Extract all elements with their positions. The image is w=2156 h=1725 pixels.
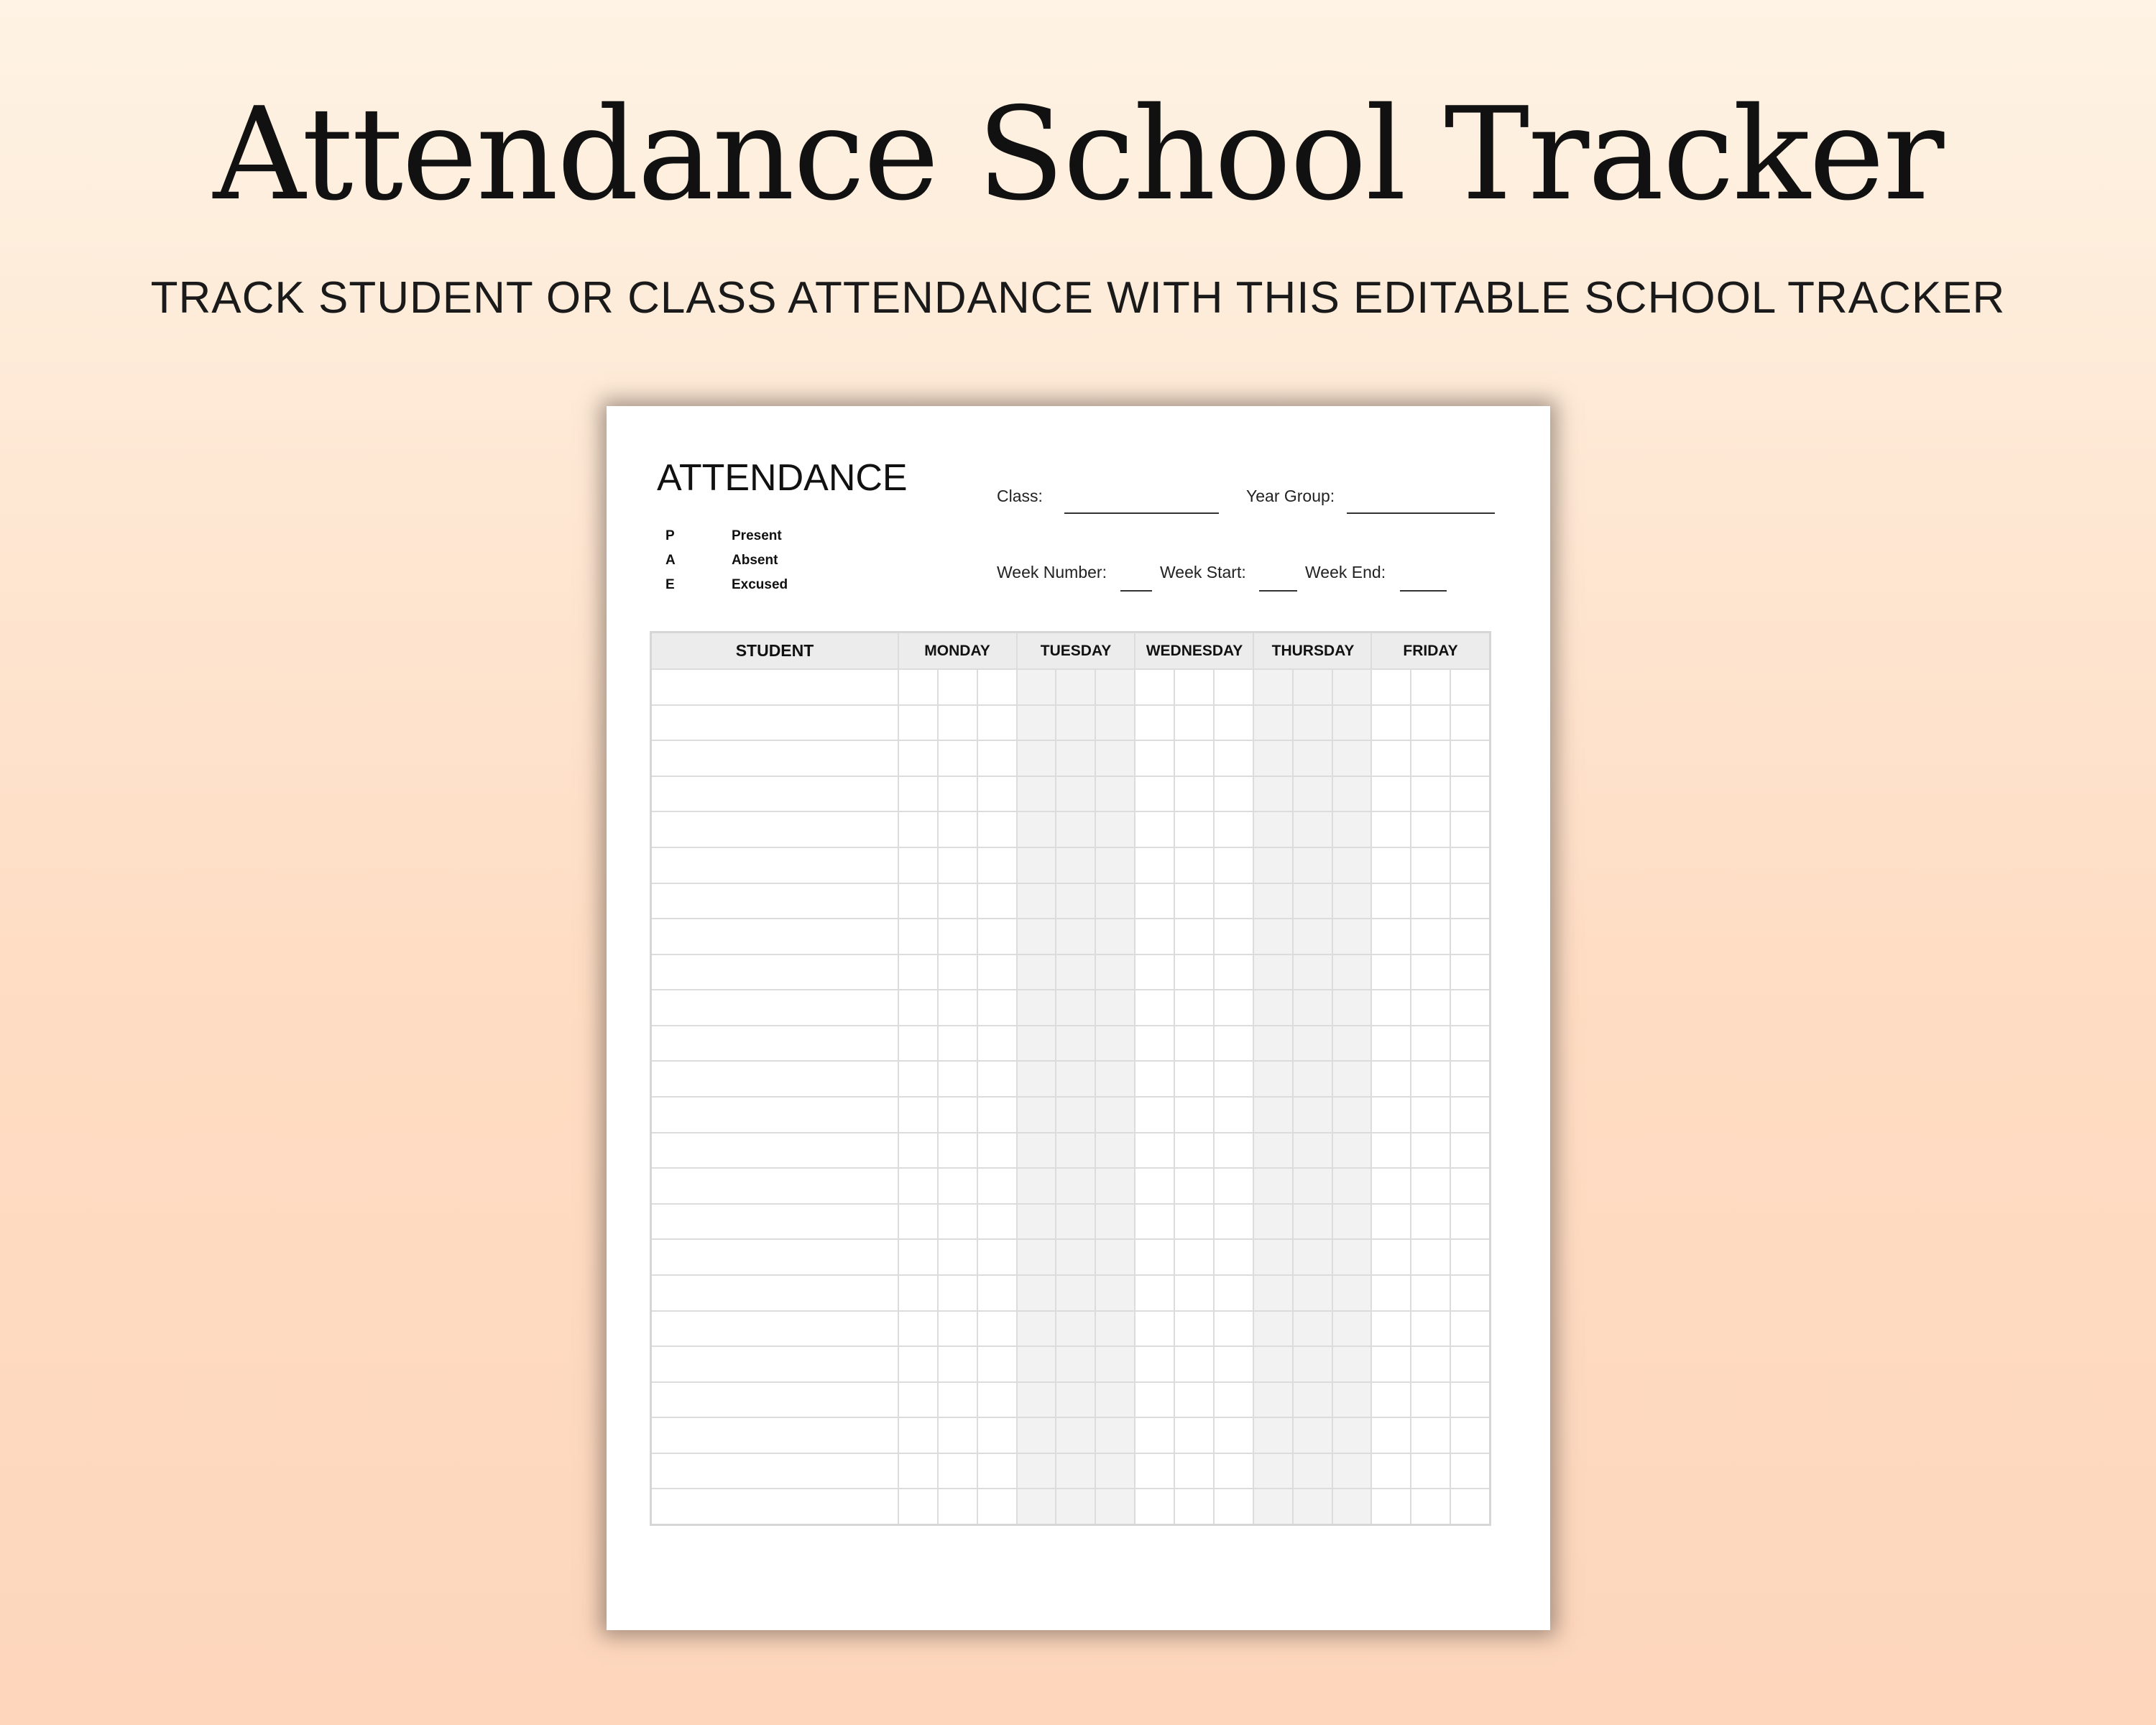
row-divider [652, 1346, 1489, 1347]
row-divider [652, 1167, 1489, 1169]
friday-column-header: FRIDAY [1403, 643, 1458, 659]
day-column-divider [1016, 633, 1018, 1524]
legend-code: P [665, 528, 675, 543]
legend-code: E [665, 577, 675, 592]
tuesday-shaded-column [1017, 633, 1135, 1524]
row-divider [652, 668, 1489, 670]
banner-subtitle: TRACK STUDENT OR CLASS ATTENDANCE WITH THIS EDITABLE SCHOOL TRACKER [150, 273, 2006, 323]
row-divider [652, 1096, 1489, 1098]
legend-item [665, 525, 852, 550]
monday-column-header: MONDAY [924, 643, 990, 659]
subcolumn-divider [1292, 668, 1294, 1524]
subcolumn-divider [1450, 668, 1451, 1524]
legend-label: Excused [732, 577, 788, 592]
row-divider [652, 811, 1489, 812]
class-label: Class: [997, 487, 1043, 505]
row-divider [652, 1025, 1489, 1026]
year-group-field[interactable] [1347, 512, 1495, 514]
student-column-header: STUDENT [735, 641, 814, 660]
row-divider [652, 704, 1489, 706]
day-column-divider [898, 633, 899, 1524]
row-divider [652, 776, 1489, 777]
row-divider [652, 989, 1489, 990]
legend [665, 525, 852, 599]
day-column-divider [1253, 633, 1254, 1524]
day-column-divider [1370, 633, 1372, 1524]
week-end-label: Week End: [1305, 563, 1386, 581]
subcolumn-divider [977, 668, 978, 1524]
row-divider [652, 1381, 1489, 1383]
subcolumn-divider [937, 668, 939, 1524]
wednesday-column-header: WEDNESDAY [1146, 643, 1243, 659]
row-divider [652, 1132, 1489, 1133]
class-field[interactable] [1064, 512, 1219, 514]
thursday-shaded-column [1254, 633, 1372, 1524]
subcolumn-divider [1174, 668, 1175, 1524]
row-divider [652, 847, 1489, 848]
subcolumn-divider [1213, 668, 1215, 1524]
day-column-divider [1134, 633, 1135, 1524]
attendance-table [650, 631, 1491, 1526]
legend-item [665, 574, 852, 599]
attendance-sheet [607, 406, 1550, 1630]
row-divider [652, 1417, 1489, 1418]
sheet-title: ATTENDANCE [657, 457, 908, 499]
week-start-field[interactable] [1259, 590, 1297, 592]
row-divider [652, 1274, 1489, 1276]
subcolumn-divider [1055, 668, 1056, 1524]
row-divider [652, 1310, 1489, 1312]
row-divider [652, 1238, 1489, 1240]
legend-item [665, 550, 852, 574]
legend-code: A [665, 553, 676, 568]
row-divider [652, 918, 1489, 919]
row-divider [652, 1488, 1489, 1489]
week-start-label: Week Start: [1160, 563, 1246, 581]
row-divider [652, 1060, 1489, 1062]
row-divider [652, 1453, 1489, 1454]
subcolumn-divider [1332, 668, 1333, 1524]
subcolumn-divider [1095, 668, 1096, 1524]
subcolumn-divider [1410, 668, 1411, 1524]
week-end-field[interactable] [1400, 590, 1447, 592]
thursday-column-header: THURSDAY [1271, 643, 1355, 659]
row-divider [652, 740, 1489, 741]
banner-title: Attendance School Tracker [213, 80, 1943, 229]
year-group-label: Year Group: [1246, 487, 1335, 505]
week-number-field[interactable] [1120, 590, 1152, 592]
tuesday-column-header: TUESDAY [1040, 643, 1112, 659]
week-number-label: Week Number: [997, 563, 1107, 581]
row-divider [652, 1203, 1489, 1205]
row-divider [652, 954, 1489, 955]
row-divider [652, 883, 1489, 884]
legend-label: Present [732, 528, 782, 543]
legend-label: Absent [732, 553, 778, 568]
